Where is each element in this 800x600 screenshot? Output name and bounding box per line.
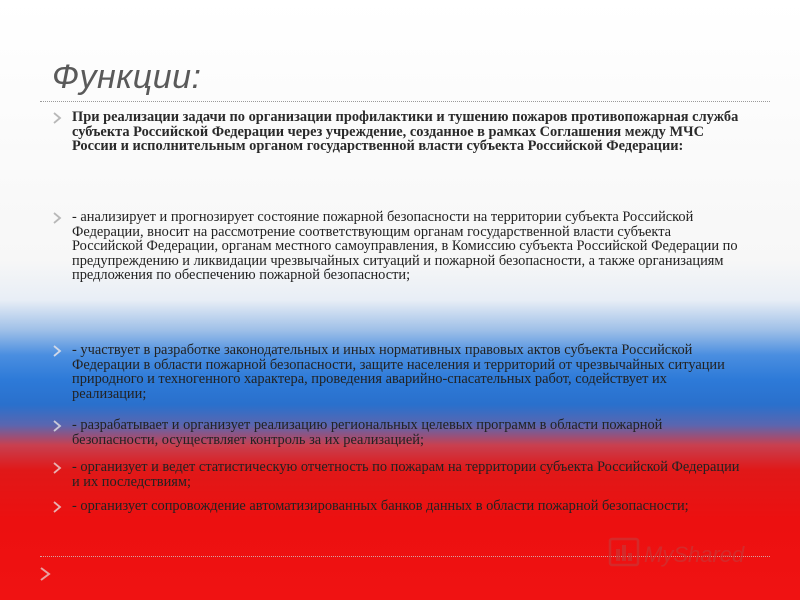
item-text: - организует сопровождение автоматизированных банков данных в области пожарной безопасности; xyxy=(72,498,689,514)
list-item xyxy=(52,110,742,154)
list-item xyxy=(52,418,742,447)
slide-title: Функции: xyxy=(52,58,202,96)
item-text: - анализирует и прогнозирует состояние пожарной безопасности на территории субъекта Российской Федерации, вносит на рассмотрение соответствующим органам государственной власти субъекта Российской Федерации, органам местного самоуправления, в Комиссию субъекта Российской Федерации по предупреждению и ликвидации чрезвычайных ситуаций и пожарной безопасности, а также организациям предложения по обеспечению пожарной безопасности; xyxy=(72,209,738,283)
triangle-bullet-icon xyxy=(52,112,62,124)
triangle-bullet-icon xyxy=(52,345,62,357)
title-divider xyxy=(40,101,770,102)
watermark-logo xyxy=(608,535,758,571)
triangle-bullet-icon xyxy=(52,501,62,513)
watermark-graphic xyxy=(608,535,758,571)
list-item xyxy=(52,499,742,514)
watermark-text: MyShared xyxy=(644,542,745,567)
triangle-bullet-icon xyxy=(52,462,62,474)
list-item xyxy=(52,343,742,401)
next-slide-icon[interactable] xyxy=(38,566,52,582)
list-item xyxy=(52,210,742,283)
item-text: - организует и ведет статистическую отчетность по пожарам на территории субъекта Российской Федерации и их последствиям; xyxy=(72,459,740,490)
item-text: - разрабатывает и организует реализацию региональных целевых программ в области пожарной безопасности, осуществляет контроль за их реализацией; xyxy=(72,417,663,448)
triangle-bullet-icon xyxy=(52,212,62,224)
triangle-bullet-icon xyxy=(52,420,62,432)
item-text: При реализации задачи по организации профилактики и тушению пожаров противопожарная служба субъекта Российской Федерации через учреждение, созданное в рамках Соглашения между МЧС России и исполнительным органом государственной власти субъекта Российской Федерации: xyxy=(72,109,739,154)
list-item xyxy=(52,460,742,489)
item-text: - участвует в разработке законодательных и иных нормативных правовых актов субъекта Российской Федерации в области пожарной безопасности, защите населения и территорий от чрезвычайных ситуации природного и техногенного характера, проведения аварийно-спасательных работ, содействует их реализации; xyxy=(72,342,725,402)
